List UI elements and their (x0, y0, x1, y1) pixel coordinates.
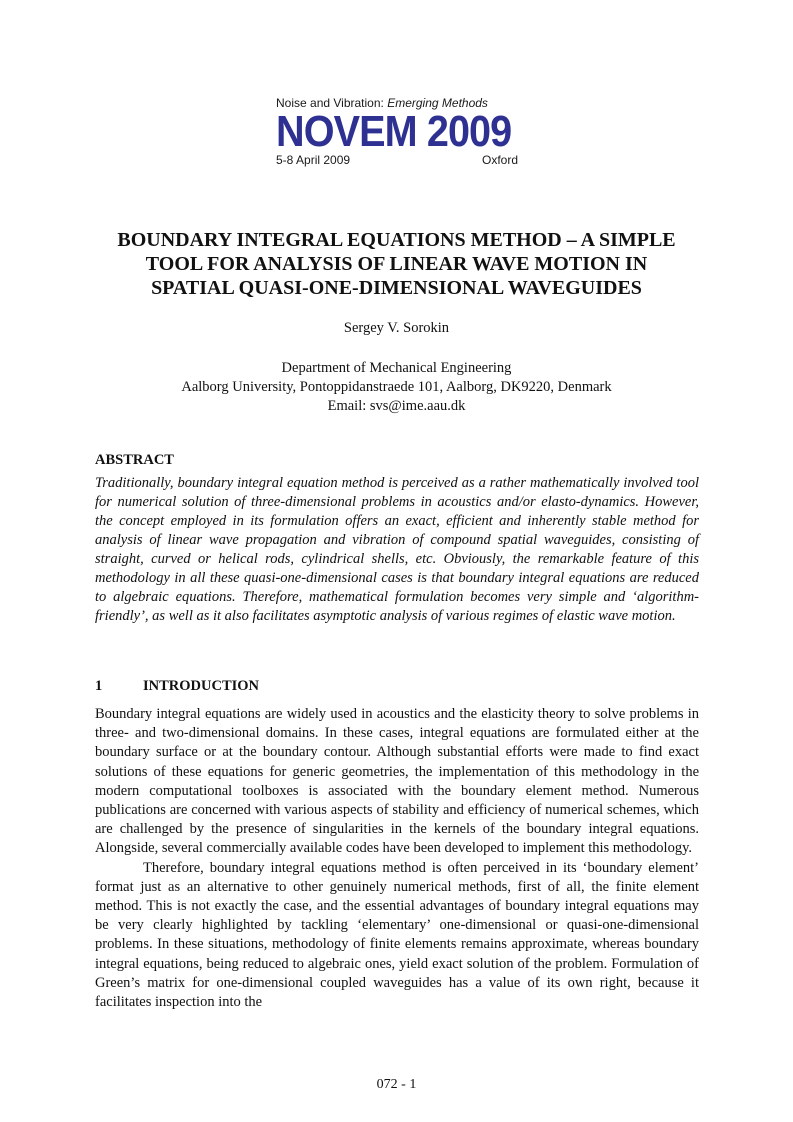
introduction-body (95, 705, 699, 1012)
affiliation-email: Email: svs@ime.aau.dk (327, 398, 466, 414)
paper-title-line: TOOL FOR ANALYSIS OF LINEAR WAVE MOTION IN (145, 253, 648, 275)
conference-header (276, 96, 521, 167)
affiliation-address: Aalborg University, Pontoppidanstraede 101, Aalborg, DK9220, Denmark (181, 379, 612, 395)
conference-logo: NOVEM 2009 (276, 107, 512, 156)
page-number: 072 - 1 (376, 1077, 417, 1092)
conference-subtitle-prefix: Noise and Vibration: (276, 96, 384, 110)
abstract-heading: ABSTRACT (95, 452, 174, 468)
paper-title-line: BOUNDARY INTEGRAL EQUATIONS METHOD – A SIMPLE (117, 229, 676, 251)
author-name: Sergey V. Sorokin (343, 320, 450, 336)
conference-dates: 5-8 April 2009 (276, 153, 351, 167)
body-paragraph: Therefore, boundary integral equations method is often perceived in its ‘boundary element’ format just as an alternative to other genuinely numerical methods, first of all, the finite element method. This is not exactly the case, and the essential advantages of boundary integral equations may be very clearly highlighted by tackling ‘elementary’ one-dimensional or quasi-one-dimensional problems. In these situations, methodology of finite elements remains approximate, whereas boundary integral equations, being reduced to algebraic ones, yield exact solution of the problem. Formulation of Green’s matrix for one-dimensional coupled waveguides has a value of its own right, because it facilitates inspection into the (95, 859, 699, 1011)
conference-location: Oxford (481, 153, 518, 167)
abstract-text: Traditionally, boundary integral equation method is perceived as a rather mathematically involved tool for numerical solution of three-dimensional problems in acoustics and/or elasto-dynamics. However, the concept employed in its formulation offers an exact, efficient and inherently stable method for analysis of linear wave propagation and vibration of compound spatial waveguides, consisting of straight, curved or helical rods, cylindrical shells, etc. Obviously, the remarkable feature of this methodology in all these quasi-one-dimensional cases is that boundary integral equations are reduced to algebraic equations. Therefore, mathematical formulation becomes very simple and ‘algorithm-friendly’, as well as it also facilitates asymptotic analysis of various regimes of elastic wave motion. (95, 475, 699, 624)
body-paragraph: Boundary integral equations are widely used in acoustics and the elasticity theory to solve problems in three- and two-dimensional domains. In these cases, integral equations are formulated either at the boundary surface or at the boundary contour. Although substantial efforts were made to find exact solutions of these equations for generic geometries, the implementation of this methodology in the modern computational toolboxes is associated with the boundary element method. Numerous publications are concerned with various aspects of stability and efficiency of numerical schemes, which are challenged by the presence of singularities in the kernels of the boundary integral equations. Alongside, several commercially available codes have been developed to implement this methodology. (95, 706, 699, 857)
paper-title-line: SPATIAL QUASI-ONE-DIMENSIONAL WAVEGUIDES (151, 277, 642, 299)
section-number: 1 (95, 678, 103, 694)
conference-subtitle-emphasis: Emerging Methods (387, 96, 488, 110)
affiliation-department: Department of Mechanical Engineering (281, 360, 512, 376)
author-affiliation (0, 359, 793, 416)
introduction-heading (95, 678, 259, 695)
section-title: INTRODUCTION (143, 678, 260, 694)
paper-title (60, 228, 733, 300)
